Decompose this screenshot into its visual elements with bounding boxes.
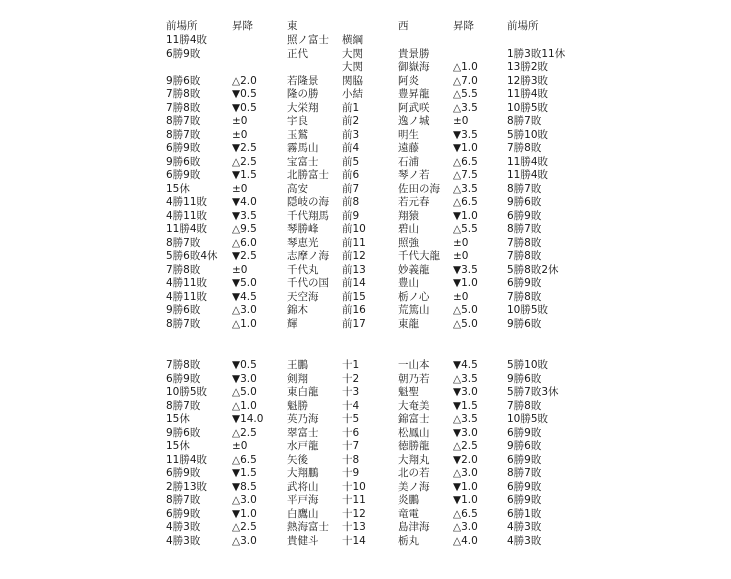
west-rikishi: 翔猿 [398,209,419,222]
prev-west: 11勝4敗 [507,169,549,181]
prev-east: 5勝6敗4休 [166,250,218,262]
move-east: ▼1.0 [232,507,257,520]
east-rikishi: 大栄翔 [287,101,319,114]
prev-west: 9勝6敗 [507,196,542,208]
move-west: ▼1.0 [453,142,478,154]
east-rikishi: 照ノ富士 [287,34,329,46]
move-west: ▼3.0 [453,426,478,439]
rank: 十8 [342,453,360,466]
rank: 十11 [342,494,366,506]
prev-east: 15休 [166,440,190,452]
move-east: ▼3.0 [232,372,257,385]
move-west: △5.0 [453,317,478,330]
rank: 前17 [342,317,366,330]
prev-west: 13勝2敗 [507,61,549,73]
prev-west: 6勝1敗 [507,507,542,520]
move-east: △6.0 [232,236,257,249]
rank: 十4 [342,399,360,412]
west-rikishi: 貴景勝 [398,47,430,60]
move-west: ▼2.0 [453,453,478,466]
west-rikishi: 徳勝龍 [398,440,430,452]
move-east: △2.0 [232,74,257,87]
prev-west: 7勝8敗 [507,142,542,154]
move-west: △3.5 [453,372,478,385]
rank: 前9 [342,209,360,222]
prev-west: 6勝9敗 [507,480,542,493]
move-west: ▼1.0 [453,277,478,289]
west-rikishi: 島津海 [398,521,430,533]
east-rikishi: 宝富士 [287,155,319,168]
rank: 前5 [342,155,360,168]
move-west: △5.5 [453,88,478,100]
west-rikishi: 阿武咲 [398,101,430,114]
west-rikishi: 大奄美 [398,399,430,412]
east-rikishi: 若隆景 [287,74,319,87]
west-rikishi: 逸ノ城 [398,115,430,127]
rank: 十6 [342,426,360,439]
west-rikishi: 一山本 [398,359,430,371]
prev-east: 7勝8敗 [166,88,201,100]
east-rikishi: 魁勝 [287,399,308,412]
move-east: △2.5 [232,155,257,168]
move-west: △6.5 [453,196,478,208]
rank: 十12 [342,507,366,520]
move-east: ±0 [232,440,248,452]
prev-east: 8勝7敗 [166,128,201,141]
move-west: △7.0 [453,74,478,87]
rank: 十3 [342,386,360,398]
prev-east: 6勝9敗 [166,169,201,181]
prev-east: 4勝3敗 [166,521,201,533]
west-rikishi: 東龍 [398,317,419,330]
prev-east: 8勝7敗 [166,494,201,506]
move-east: ±0 [232,128,248,141]
west-rikishi: 栃丸 [398,534,419,547]
header-east: 東 [287,20,298,32]
east-rikishi: 英乃海 [287,413,319,425]
rank: 前1 [342,101,360,114]
west-rikishi: 照強 [398,236,419,249]
move-east: ▼4.0 [232,196,257,208]
west-rikishi: 美ノ海 [398,480,430,493]
move-east: △3.0 [232,534,257,547]
prev-west: 5勝10敗 [507,359,549,371]
east-rikishi: 輝 [287,317,298,330]
move-west: △5.5 [453,223,478,235]
prev-west: 11勝4敗 [507,155,549,168]
rank: 十13 [342,521,366,533]
move-east: ▼5.0 [232,277,257,289]
prev-east: 6勝9敗 [166,372,201,385]
move-west: △6.5 [453,155,478,168]
prev-east: 9勝6敗 [166,74,201,87]
east-rikishi: 玉鷲 [287,128,308,141]
rank: 前3 [342,128,360,141]
move-east: ▼1.5 [232,169,257,181]
move-east: ▼0.5 [232,88,257,100]
prev-east: 7勝8敗 [166,263,201,276]
rank: 十5 [342,413,360,425]
prev-west: 5勝10敗 [507,128,549,141]
west-rikishi: 若元春 [398,196,430,208]
prev-east: 4勝11敗 [166,277,208,289]
prev-west: 9勝6敗 [507,440,542,452]
prev-west: 12勝3敗 [507,74,549,87]
move-west: △1.0 [453,61,478,73]
east-rikishi: 錦木 [287,304,308,316]
prev-east: 11勝4敗 [166,453,208,466]
west-rikishi: 錦富士 [398,413,430,425]
prev-west: 6勝9敗 [507,453,542,466]
west-rikishi: 碧山 [398,223,419,235]
east-rikishi: 千代の国 [287,277,329,289]
east-rikishi: 水戸龍 [287,440,319,452]
prev-west: 10勝5敗 [507,413,549,425]
prev-east: 15休 [166,413,190,425]
prev-west: 10勝5敗 [507,101,549,114]
west-rikishi: 明生 [398,128,419,141]
prev-west: 8勝7敗 [507,115,542,127]
prev-west: 9勝6敗 [507,317,542,330]
header-prev-east: 前場所 [166,20,198,32]
rank: 前14 [342,277,366,289]
west-rikishi: 荒篤山 [398,304,430,316]
rank: 前10 [342,223,366,235]
east-rikishi: 武将山 [287,480,319,493]
prev-east: 6勝9敗 [166,467,201,479]
move-east: ±0 [232,182,248,195]
prev-west: 6勝9敗 [507,494,542,506]
move-west: △3.5 [453,413,478,425]
move-west: ±0 [453,250,469,262]
move-east: ▼3.5 [232,209,257,222]
prev-west: 7勝8敗 [507,399,542,412]
prev-west: 4勝3敗 [507,534,542,547]
prev-east: 6勝9敗 [166,507,201,520]
east-rikishi: 剣翔 [287,372,308,385]
rank: 十7 [342,440,360,452]
move-west: △3.5 [453,182,478,195]
prev-east: 4勝11敗 [166,209,208,222]
prev-west: 5勝8敗2休 [507,263,559,276]
prev-west: 9勝6敗 [507,372,542,385]
prev-east: 8勝7敗 [166,236,201,249]
west-rikishi: 栃ノ心 [398,290,430,303]
prev-east: 7勝8敗 [166,101,201,114]
move-west: ±0 [453,290,469,303]
prev-west: 8勝7敗 [507,467,542,479]
move-west: △7.5 [453,169,478,181]
header-move-east: 昇降 [232,20,253,32]
east-rikishi: 翠富士 [287,426,319,439]
rank: 前15 [342,290,366,303]
prev-west: 11勝4敗 [507,88,549,100]
east-rikishi: 東白龍 [287,386,319,398]
prev-east: 11勝4敗 [166,34,208,46]
prev-west: 7勝8敗 [507,250,542,262]
east-rikishi: 北勝富士 [287,169,329,181]
west-rikishi: 北の若 [398,467,430,479]
rank: 前2 [342,115,360,127]
rank: 十2 [342,372,360,385]
move-west: ▼1.0 [453,494,478,506]
rank: 関脇 [342,74,363,87]
move-west: △5.0 [453,304,478,316]
prev-east: 8勝7敗 [166,115,201,127]
rank: 前6 [342,169,360,181]
west-rikishi: 御嶽海 [398,61,430,73]
west-rikishi: 琴ノ若 [398,169,430,181]
move-west: ▼3.5 [453,263,478,276]
west-rikishi: 炎鵬 [398,494,419,506]
move-west: △6.5 [453,507,478,520]
rank: 前7 [342,182,360,195]
move-west: △3.5 [453,101,478,114]
move-west: △3.0 [453,521,478,533]
east-rikishi: 王鵬 [287,359,308,371]
west-rikishi: 石浦 [398,155,419,168]
prev-west: 6勝9敗 [507,209,542,222]
rank: 十14 [342,534,366,547]
prev-east: 6勝9敗 [166,142,201,154]
move-west: ▼1.0 [453,209,478,222]
east-rikishi: 霧馬山 [287,142,319,154]
prev-west: 8勝7敗 [507,223,542,235]
move-east: △1.0 [232,317,257,330]
prev-west: 5勝7敗3休 [507,386,559,398]
move-west: △4.0 [453,534,478,547]
east-rikishi: 大翔鵬 [287,467,319,479]
prev-west: 7勝8敗 [507,236,542,249]
east-rikishi: 千代翔馬 [287,209,329,222]
move-west: ±0 [453,236,469,249]
east-rikishi: 宇良 [287,115,308,127]
east-rikishi: 琴恵光 [287,236,319,249]
rank: 前12 [342,250,366,262]
west-rikishi: 佐田の海 [398,182,440,195]
move-west: ▼4.5 [453,359,478,371]
move-east: ▼0.5 [232,359,257,371]
move-east: △6.5 [232,453,257,466]
move-west: ▼1.0 [453,480,478,493]
move-east: ▼8.5 [232,480,257,493]
prev-east: 4勝11敗 [166,290,208,303]
rank: 十1 [342,359,360,371]
move-west: ▼3.0 [453,386,478,398]
west-rikishi: 魁聖 [398,386,419,398]
prev-west: 10勝5敗 [507,304,549,316]
east-rikishi: 白鷹山 [287,507,319,520]
prev-east: 7勝8敗 [166,359,201,371]
west-rikishi: 竜電 [398,507,419,520]
move-east: △3.0 [232,304,257,316]
east-rikishi: 天空海 [287,290,319,303]
move-east: ▼2.5 [232,250,257,262]
rank: 十10 [342,480,366,493]
rank: 前8 [342,196,360,208]
rank: 十9 [342,467,360,479]
header-prev-west: 前場所 [507,20,539,32]
prev-east: 8勝7敗 [166,317,201,330]
east-rikishi: 熱海富士 [287,521,329,533]
east-rikishi: 千代丸 [287,263,319,276]
west-rikishi: 阿炎 [398,74,419,87]
prev-east: 9勝6敗 [166,155,201,168]
prev-east: 9勝6敗 [166,426,201,439]
west-rikishi: 遠藤 [398,142,419,154]
west-rikishi: 豊昇龍 [398,88,430,100]
east-rikishi: 平戸海 [287,494,319,506]
prev-east: 2勝13敗 [166,480,208,493]
west-rikishi: 妙義龍 [398,263,430,276]
east-rikishi: 琴勝峰 [287,223,319,235]
prev-east: 10勝5敗 [166,386,208,398]
move-east: ±0 [232,115,248,127]
rank: 大関 [342,61,363,73]
west-rikishi: 松鳳山 [398,426,430,439]
move-east: ▼4.5 [232,290,257,303]
rank: 大関 [342,47,363,60]
west-rikishi: 千代大龍 [398,250,440,262]
west-rikishi: 大翔丸 [398,453,430,466]
move-east: ±0 [232,263,248,276]
prev-west: 7勝8敗 [507,290,542,303]
prev-west: 4勝3敗 [507,521,542,533]
move-east: △2.5 [232,521,257,533]
prev-east: 6勝9敗 [166,47,201,60]
prev-east: 4勝3敗 [166,534,201,547]
prev-west: 6勝9敗 [507,277,542,289]
east-rikishi: 矢後 [287,453,308,466]
east-rikishi: 隆の勝 [287,88,319,100]
east-rikishi: 高安 [287,182,308,195]
rank: 前4 [342,142,360,154]
rank: 前16 [342,304,366,316]
prev-east: 9勝6敗 [166,304,201,316]
move-west: △3.0 [453,467,478,479]
rank: 横綱 [342,34,363,46]
east-rikishi: 隠岐の海 [287,196,329,208]
move-east: ▼14.0 [232,413,264,425]
move-west: ±0 [453,115,469,127]
west-rikishi: 豊山 [398,277,419,289]
header-west: 西 [398,20,409,32]
east-rikishi: 貴健斗 [287,534,319,547]
move-east: △1.0 [232,399,257,412]
east-rikishi: 正代 [287,47,308,60]
move-east: ▼1.5 [232,467,257,479]
move-west: ▼3.5 [453,128,478,141]
move-east: ▼0.5 [232,101,257,114]
move-east: △3.0 [232,494,257,506]
east-rikishi: 志摩ノ海 [287,250,329,262]
prev-east: 15休 [166,182,190,195]
rank: 前11 [342,236,366,249]
header-move-west: 昇降 [453,20,474,32]
move-east: △2.5 [232,426,257,439]
prev-east: 4勝11敗 [166,196,208,208]
prev-east: 11勝4敗 [166,223,208,235]
move-east: △5.0 [232,386,257,398]
move-east: ▼2.5 [232,142,257,154]
rank: 前13 [342,263,366,276]
move-west: △2.5 [453,440,478,452]
west-rikishi: 朝乃若 [398,372,430,385]
rank: 小結 [342,88,363,100]
prev-west: 1勝3敗11休 [507,47,566,60]
prev-west: 6勝9敗 [507,426,542,439]
prev-west: 8勝7敗 [507,182,542,195]
move-east: △9.5 [232,223,257,235]
prev-east: 8勝7敗 [166,399,201,412]
move-west: ▼1.5 [453,399,478,412]
